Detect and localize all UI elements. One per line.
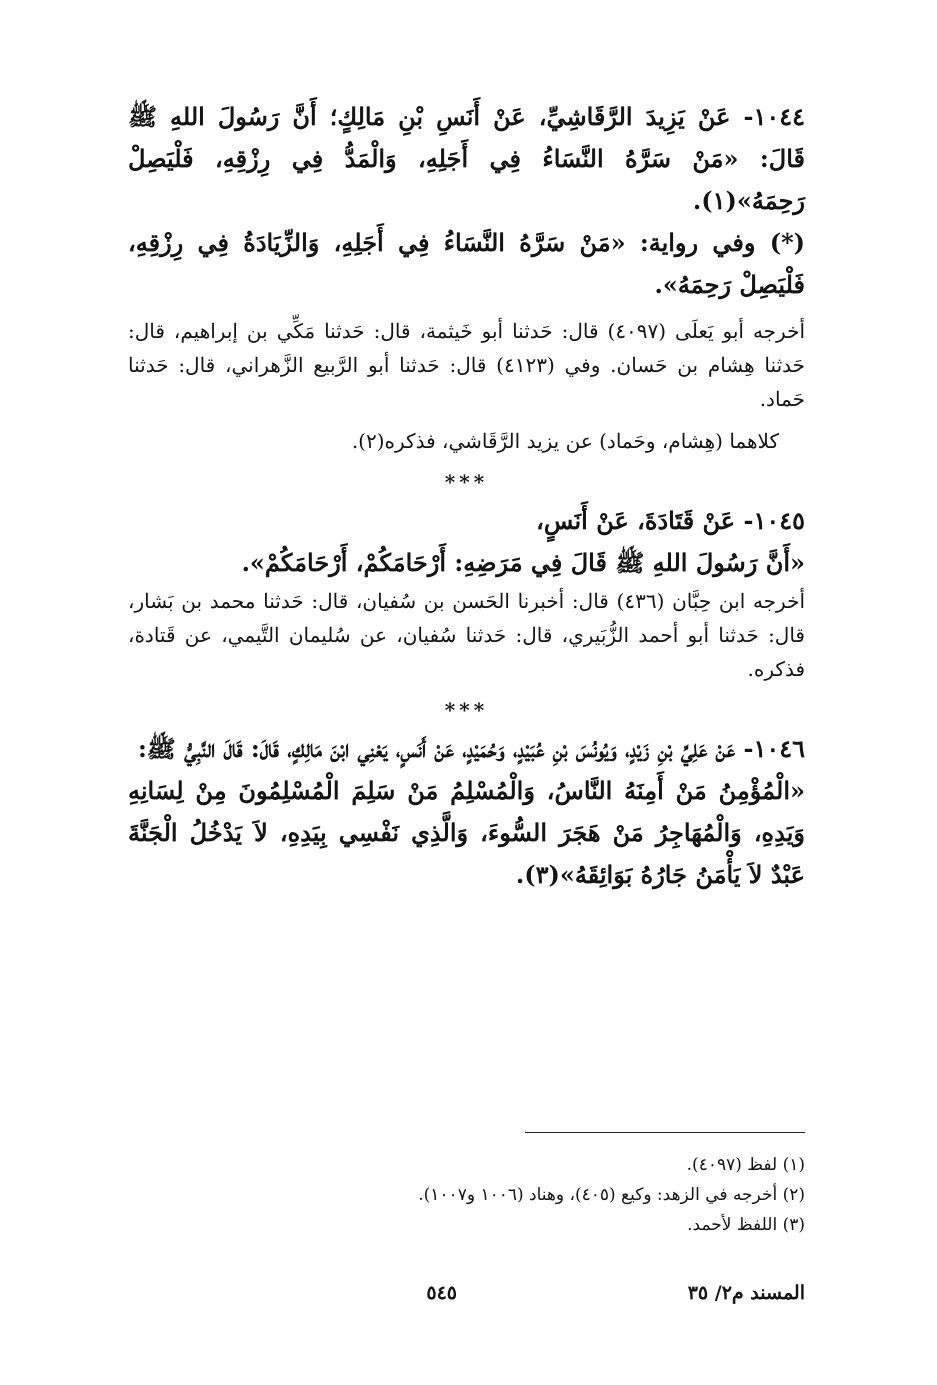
footnote-2: (٢) أخرجه في الزهد: وكيع (٤٠٥)، وهناد (١٠٠٦ و١٠٠٧). (418, 1185, 805, 1205)
footnotes (128, 1150, 805, 1240)
hadith-1044-riwaya: (*) وفي رواية: «مَنْ سَرَّهُ النَّسَاءُ فِي أَجَلِهِ، وَالزِّيَادَةُ فِي رِزْقِهِ، فَلْيَصِلْ رَحِمَهُ». (128, 228, 805, 299)
hadith-1045-matn: «أَنَّ رَسُولَ اللهِ ﷺ قَالَ فِي مَرَضِهِ: أَرْحَامَكُمْ، أَرْحَامَكُمْ». (241, 548, 805, 577)
book-page (128, 96, 805, 1345)
hadith-1044-kilahuma: كلاهما (هِشام، وحَماد) عن يزيد الرَّقَاشي، فذكره(٢). (351, 429, 779, 453)
footnote-3: (٣) اللفظ لأحمد. (687, 1215, 805, 1235)
hadith-1044-takhrij: أخرجه أبو يَعلَى (٤٠٩٧) قال: حَدثنا أبو خَيثمة، قال: حَدثنا مَكِّي بن إبراهيم، قال: حَدثنا هِشام بن حَسان. وفي (٤١٢٣) قال: حَدثنا أبو الرَّبيع الزَّهراني، قال: حَدثنا حَماد. (128, 319, 805, 411)
page-number: ٥٤٥ (426, 1282, 457, 1304)
hadith-1045-text: ١٠٤٥- عَنْ قَتَادَةَ، عَنْ أَنَسٍ، (536, 506, 805, 535)
footnote-1: (١) لفظ (٤٠٩٧). (686, 1155, 805, 1175)
signature-mark: المسند م٢/ ٣٥ (687, 1282, 805, 1304)
section-separator: *** (444, 470, 489, 494)
section-separator: *** (444, 698, 489, 722)
hadith-1045-takhrij: أخرجه ابن حِبَّان (٤٣٦) قال: أخبرنا الحَسن بن سُفيان، قال: حَدثنا محمد بن بَشار، قال: حَدثنا أبو أحمد الزُّبَيري، قال: حَدثنا سُفيان، عن سُليمان التَّيمي، عن قَتادة، فذكره. (128, 589, 805, 681)
page-footer (128, 1282, 805, 1312)
hadith-1046-matn: «الْمُؤْمِنُ مَنْ أَمِنَهُ النَّاسُ، وَالْمُسْلِمُ مَنْ سَلِمَ الْمُسْلِمُونَ مِنْ لِسَانِهِ وَيَدِهِ، وَالْمُهَاجِرُ مَنْ هَجَرَ السُّوءَ، وَالَّذِي نَفْسِي بِيَدِهِ، لاَ يَدْخُلُ الْجَنَّةَ عَبْدٌ لاَ يَأْمَنُ جَارُهُ بَوَائِقَهُ»(٣). (128, 776, 805, 889)
footnote-divider (525, 1132, 805, 1133)
hadith-1044-text: ١٠٤٤- عَنْ يَزِيدَ الرَّقَاشِيِّ، عَنْ أَنَسِ بْنِ مَالِكٍ؛ أَنَّ رَسُولَ اللهِ ﷺ قَالَ: «مَنْ سَرَّهُ النَّسَاءُ فِي أَجَلِهِ، وَالْمَدُّ فِي رِزْقِهِ، فَلْيَصِلْ رَحِمَهُ»(١). (128, 102, 805, 215)
hadith-1046-text: ١٠٤٦- عَنْ عَلِيِّ بْنِ زَيْدٍ، وَيُونُسَ بْنِ عُبَيْدٍ، وَحُمَيْدٍ، عَنْ أَنَسٍ، يَعْنِي ابْنَ مَالِكٍ، قَالَ: قَالَ النَّبِيُّ ﷺ: (137, 734, 805, 763)
